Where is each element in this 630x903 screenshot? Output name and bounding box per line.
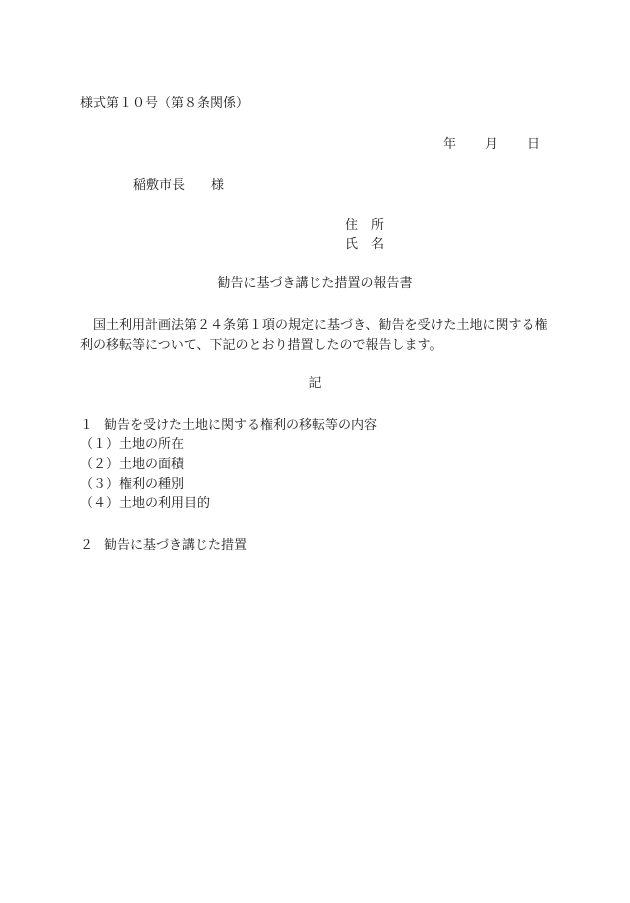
item-2-number: ２ xyxy=(80,538,94,553)
day-label: 日 xyxy=(527,137,541,152)
addressee-name: 稲敷市長 xyxy=(133,178,186,193)
addressee-honorific: 様 xyxy=(211,178,225,193)
subitem-3 xyxy=(80,477,184,493)
subitem-3-label: 権利の種別 xyxy=(119,477,185,492)
subitem-3-number: （３） xyxy=(80,477,120,492)
form-number: 様式第１０号（第８条関係） xyxy=(80,96,250,111)
subitem-1-label: 土地の所在 xyxy=(119,437,185,452)
subitem-4-label: 土地の利用目的 xyxy=(119,496,211,511)
item-2 xyxy=(80,538,247,554)
item-2-label: 勧告に基づき講じた措置 xyxy=(104,538,248,553)
subitem-2-number: （２） xyxy=(80,457,120,472)
subitem-1 xyxy=(80,437,184,453)
date-line xyxy=(443,137,540,153)
body-text: 国土利用計画法第２４条第１項の規定に基づき、勧告を受けた土地に関する権利の移転等について、下記のとおり措置したので報告します。 xyxy=(80,318,548,353)
name-label: 氏 名 xyxy=(345,237,385,252)
subitem-1-number: （１） xyxy=(80,437,120,452)
subitem-4-number: （４） xyxy=(80,496,120,511)
item-1-label: 勧告を受けた土地に関する権利の移転等の内容 xyxy=(104,418,378,433)
address-label: 住 所 xyxy=(345,218,385,233)
body-paragraph xyxy=(80,316,560,356)
item-1 xyxy=(80,418,377,434)
year-label: 年 xyxy=(443,137,457,152)
subitem-4 xyxy=(80,496,210,512)
addressee xyxy=(133,178,224,194)
subitem-2 xyxy=(80,457,184,473)
subitem-2-label: 土地の面積 xyxy=(119,457,185,472)
item-1-number: １ xyxy=(80,418,94,433)
month-label: 月 xyxy=(485,137,499,152)
ki-heading: 記 xyxy=(308,376,322,391)
document-title: 勧告に基づき講じた措置の報告書 xyxy=(217,276,413,291)
